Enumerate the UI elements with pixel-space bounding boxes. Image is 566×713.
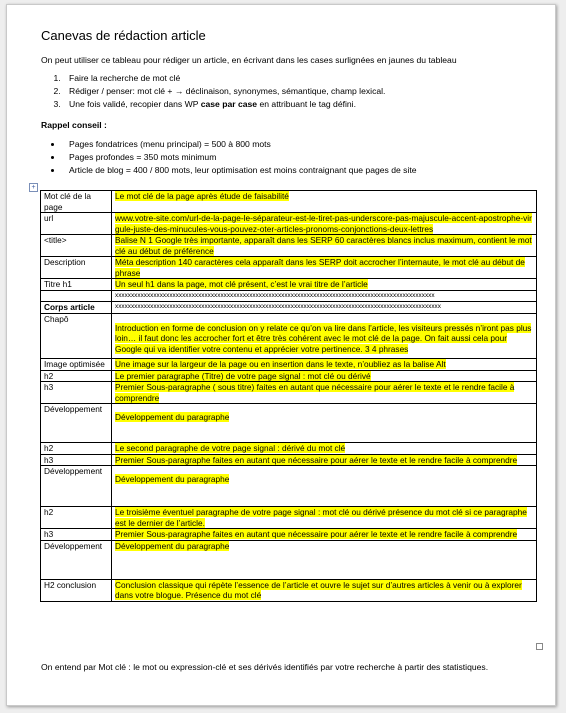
row-value[interactable]: Développement du paragraphe	[112, 466, 537, 507]
row-value[interactable]: Le troisième éventuel paragraphe de votre page signal : mot clé ou dérivé présence du mot clé si ce paragraphe est le dernier de l’article.	[112, 507, 537, 529]
row-label: H2 conclusion	[41, 579, 112, 601]
row-label: <title>	[41, 235, 112, 257]
row-label: h3	[41, 529, 112, 541]
row-value[interactable]: Développement du paragraphe	[112, 540, 537, 579]
table-resize-handle-icon[interactable]	[536, 643, 543, 650]
row-label: Image optimisée	[41, 359, 112, 371]
table-row	[41, 382, 537, 404]
rappel-item: • Article de blog = 400 / 800 mots, leur optimisation est moins contraignant que pages de site	[63, 164, 417, 177]
table-row	[41, 290, 537, 302]
table-row	[41, 279, 537, 291]
row-value[interactable]: Développement du paragraphe	[112, 404, 537, 443]
rappel-heading: Rappel conseil :	[41, 120, 107, 130]
rappel-item: • Pages profondes = 350 mots minimum	[63, 151, 417, 164]
row-value[interactable]: Un seul h1 dans la page, mot clé présent, c’est le vrai titre de l’article	[112, 279, 537, 291]
row-value[interactable]: Le premier paragraphe (Titre) de votre page signal : mot clé ou dérivé	[112, 370, 537, 382]
row-value[interactable]: Premier Sous-paragraphe ( sous titre) faites en autant que nécessaire pour aérer le texte et le rendre facile à comprendre	[112, 382, 537, 404]
row-value[interactable]: Le mot clé de la page après étude de faisabilité	[112, 191, 537, 213]
row-label	[41, 290, 112, 302]
row-label: Mot clé de la page	[41, 191, 112, 213]
table-row	[41, 370, 537, 382]
row-value[interactable]: www.votre-site.com/url-de-la-page-le-séparateur-est-le-tiret-pas-underscore-pas-majuscule-accent-apostrophe-virgule-juste-des-minucules-vous-pouvez-oter-articles-pronoms-conjonctions-deux-lettres	[112, 213, 537, 235]
row-value[interactable]: Conclusion classique qui répète l’essence de l’article et ouvre le sujet sur d’autres articles à venir ou à explorer dans votre blogue. Présence du mot clé	[112, 579, 537, 601]
row-label: h2	[41, 370, 112, 382]
table-row	[41, 235, 537, 257]
step-item: 1. Faire la recherche de mot clé	[63, 72, 385, 85]
step-item: 2. Rédiger / penser: mot clé + → déclinaison, synonymes, sémantique, champ lexical.	[63, 85, 385, 98]
table-move-handle-icon[interactable]: +	[29, 183, 38, 192]
row-value[interactable]: Premier Sous-paragraphe faites en autant que nécessaire pour aérer le texte et le rendre facile à comprendre	[112, 529, 537, 541]
row-value[interactable]: Une image sur la largeur de la page ou en insertion dans le texte, n’oubliez as la balise Alt	[112, 359, 537, 371]
rappel-list	[45, 138, 417, 177]
table-row	[41, 540, 537, 579]
table-row	[41, 302, 537, 314]
row-label: Développement	[41, 540, 112, 579]
row-value[interactable]: Méta description 140 caractères cela apparaît dans les SERP doit accrocher l’internaute, le mot clé au début de phrase	[112, 257, 537, 279]
row-value[interactable]: Le second paragraphe de votre page signal : dérivé du mot clé	[112, 443, 537, 455]
row-value[interactable]: Introduction en forme de conclusion on y relate ce qu’on va lire dans l’article, les visiteurs pressés n’iront pas plus loin… il faut donc les accrocher fort et être très cohérent avec le mot clé de la page. On fait aussi cela pour Google qui va identifier votre contenu et apprécier votre pertinence. 3 4 phrases	[112, 313, 537, 359]
canvas-table	[40, 190, 537, 602]
footnote-text: On entend par Mot clé : le mot ou expression-clé et ses dérivés identifiés par votre recherche à partir des statistiques.	[41, 662, 489, 672]
document-title: Canevas de rédaction article	[41, 28, 206, 43]
row-label: Développement	[41, 404, 112, 443]
table-row	[41, 404, 537, 443]
row-value[interactable]: Premier Sous-paragraphe faites en autant que nécessaire pour aérer le texte et le rendre facile à comprendre	[112, 454, 537, 466]
table-row	[41, 257, 537, 279]
intro-text: On peut utiliser ce tableau pour rédiger un article, en écrivant dans les cases surlignées en jaunes du tableau	[41, 55, 457, 65]
table-row	[41, 213, 537, 235]
table-row	[41, 313, 537, 359]
rappel-item: • Pages fondatrices (menu principal) = 500 à 800 mots	[63, 138, 417, 151]
step-item: 3. Une fois validé, recopier dans WP case par case en attribuant le tag défini.	[63, 98, 385, 111]
table-row	[41, 454, 537, 466]
table-row	[41, 359, 537, 371]
steps-list	[45, 72, 385, 111]
table-row	[41, 466, 537, 507]
row-label: Développement	[41, 466, 112, 507]
row-label: Description	[41, 257, 112, 279]
row-label: h3	[41, 382, 112, 404]
row-value[interactable]: xxxxxxxxxxxxxxxxxxxxxxxxxxxxxxxxxxxxxxxxxxxxxxxxxxxxxxxxxxxxxxxxxxxxxxxxxxxxxxxxxxxxxxxxxxxxxxxxxxxxxx	[112, 302, 537, 314]
row-label: Corps article	[41, 302, 112, 314]
table-row	[41, 443, 537, 455]
row-label: url	[41, 213, 112, 235]
row-value[interactable]: Balise N 1 Google très importante, apparaît dans les SERP 60 caractères blancs inclus maximum, contient le mot clé au début de préférence	[112, 235, 537, 257]
row-label: h2	[41, 507, 112, 529]
table-row	[41, 507, 537, 529]
table-row	[41, 529, 537, 541]
row-label: h3	[41, 454, 112, 466]
row-value[interactable]: xxxxxxxxxxxxxxxxxxxxxxxxxxxxxxxxxxxxxxxxxxxxxxxxxxxxxxxxxxxxxxxxxxxxxxxxxxxxxxxxxxxxxxxxxxxxxxxxxxxx	[112, 290, 537, 302]
row-label: Titre h1	[41, 279, 112, 291]
row-label: Chapô	[41, 313, 112, 359]
table-row	[41, 579, 537, 601]
row-label: h2	[41, 443, 112, 455]
document-page	[6, 4, 556, 706]
table-row	[41, 191, 537, 213]
